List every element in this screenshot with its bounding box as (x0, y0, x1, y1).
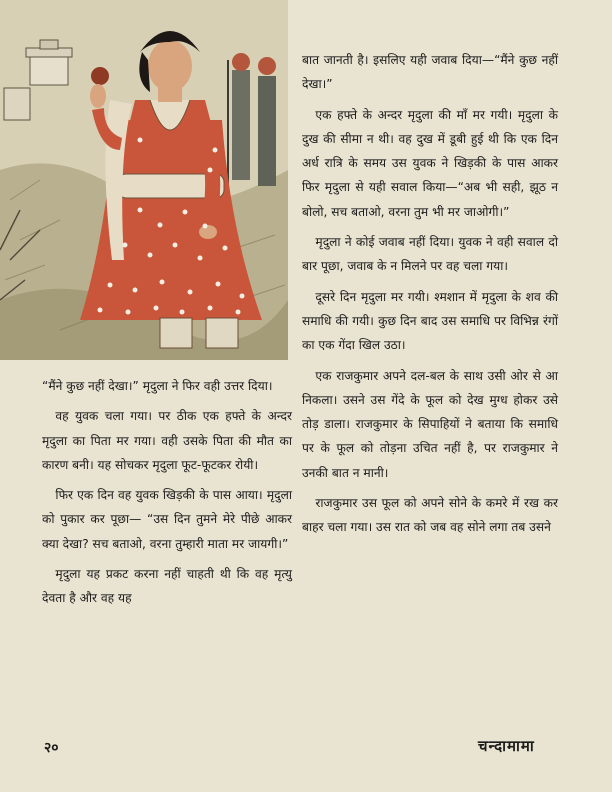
paragraph: फिर एक दिन वह युवक खिड़की के पास आया। मृदुला को पुकार कर पूछा— “उस दिन तुमने मेरे पीछे आकर क्या देखा? सच बताओ, वरना तुम्हारी माता मर जायगी।” (42, 488, 292, 551)
prince-with-flower-illustration (0, 0, 288, 360)
paragraph: मृदुला यह प्रकट करना नहीं चाहती थी कि वह मृत्यु देवता है और वह यह (42, 567, 292, 606)
paragraph: एक हफ्ते के अन्दर मृदुला की माँ मर गयी। मृदुला के दुख की सीमा न थी। वह दुख में डूबी हुई थी कि एक दिन अर्ध रात्रि के समय उस युवक ने खिड़की के पास आकर फिर मृदुला से यही सवाल किया—“अब भी सही, झूठ न बोलो, सच बताओ, वरना तुम भी मर जाओगी।” (302, 107, 558, 219)
paragraph: मृदुला ने कोई जवाब नहीं दिया। युवक ने वही सवाल दो बार पूछा, जवाब के न मिलने पर वह चला गया। (302, 235, 558, 274)
paragraph: “मैंने कुछ नहीं देखा।” मृदुला ने फिर वही उत्तर दिया। (42, 379, 273, 393)
magazine-name: चन्दामामा (478, 737, 535, 755)
right-text-column (302, 48, 558, 546)
page-number: २० (44, 740, 59, 756)
paragraph: वह युवक चला गया। पर ठीक एक हफ्ते के अन्दर मृदुला का पिता मर गया। वही उसके पिता की मौत का कारण बनी। यह सोचकर मृदुला फूट-फूटकर रोयी। (42, 409, 292, 472)
paragraph: बात जानती है। इसलिए यही जवाब दिया—“मैंने कुछ नहीं देखा।” (302, 53, 558, 92)
paragraph: राजकुमार उस फूल को अपने सोने के कमरे में रख कर बाहर चला गया। उस रात को जब वह सोने लगा तब उसने (302, 496, 558, 535)
paragraph: एक राजकुमार अपने दल-बल के साथ उसी ओर से आ निकला। उसने उस गेंदे के फूल को देख मुग्ध होकर उसे तोड़ डाला। राजकुमार के सिपाहियों ने बताया कि समाधि पर के फूल को तोड़ना उचित नहीं है, पर राजकुमार ने उनकी बात न मानी। (302, 368, 558, 480)
story-illustration (0, 0, 288, 360)
left-text-column (42, 374, 292, 617)
paragraph: दूसरे दिन मृदुला मर गयी। श्मशान में मृदुला के शव की समाधि की गयी। कुछ दिन बाद उस समाधि पर विभिन्न रंगों का एक गेंदा खिल उठा। (302, 289, 558, 353)
